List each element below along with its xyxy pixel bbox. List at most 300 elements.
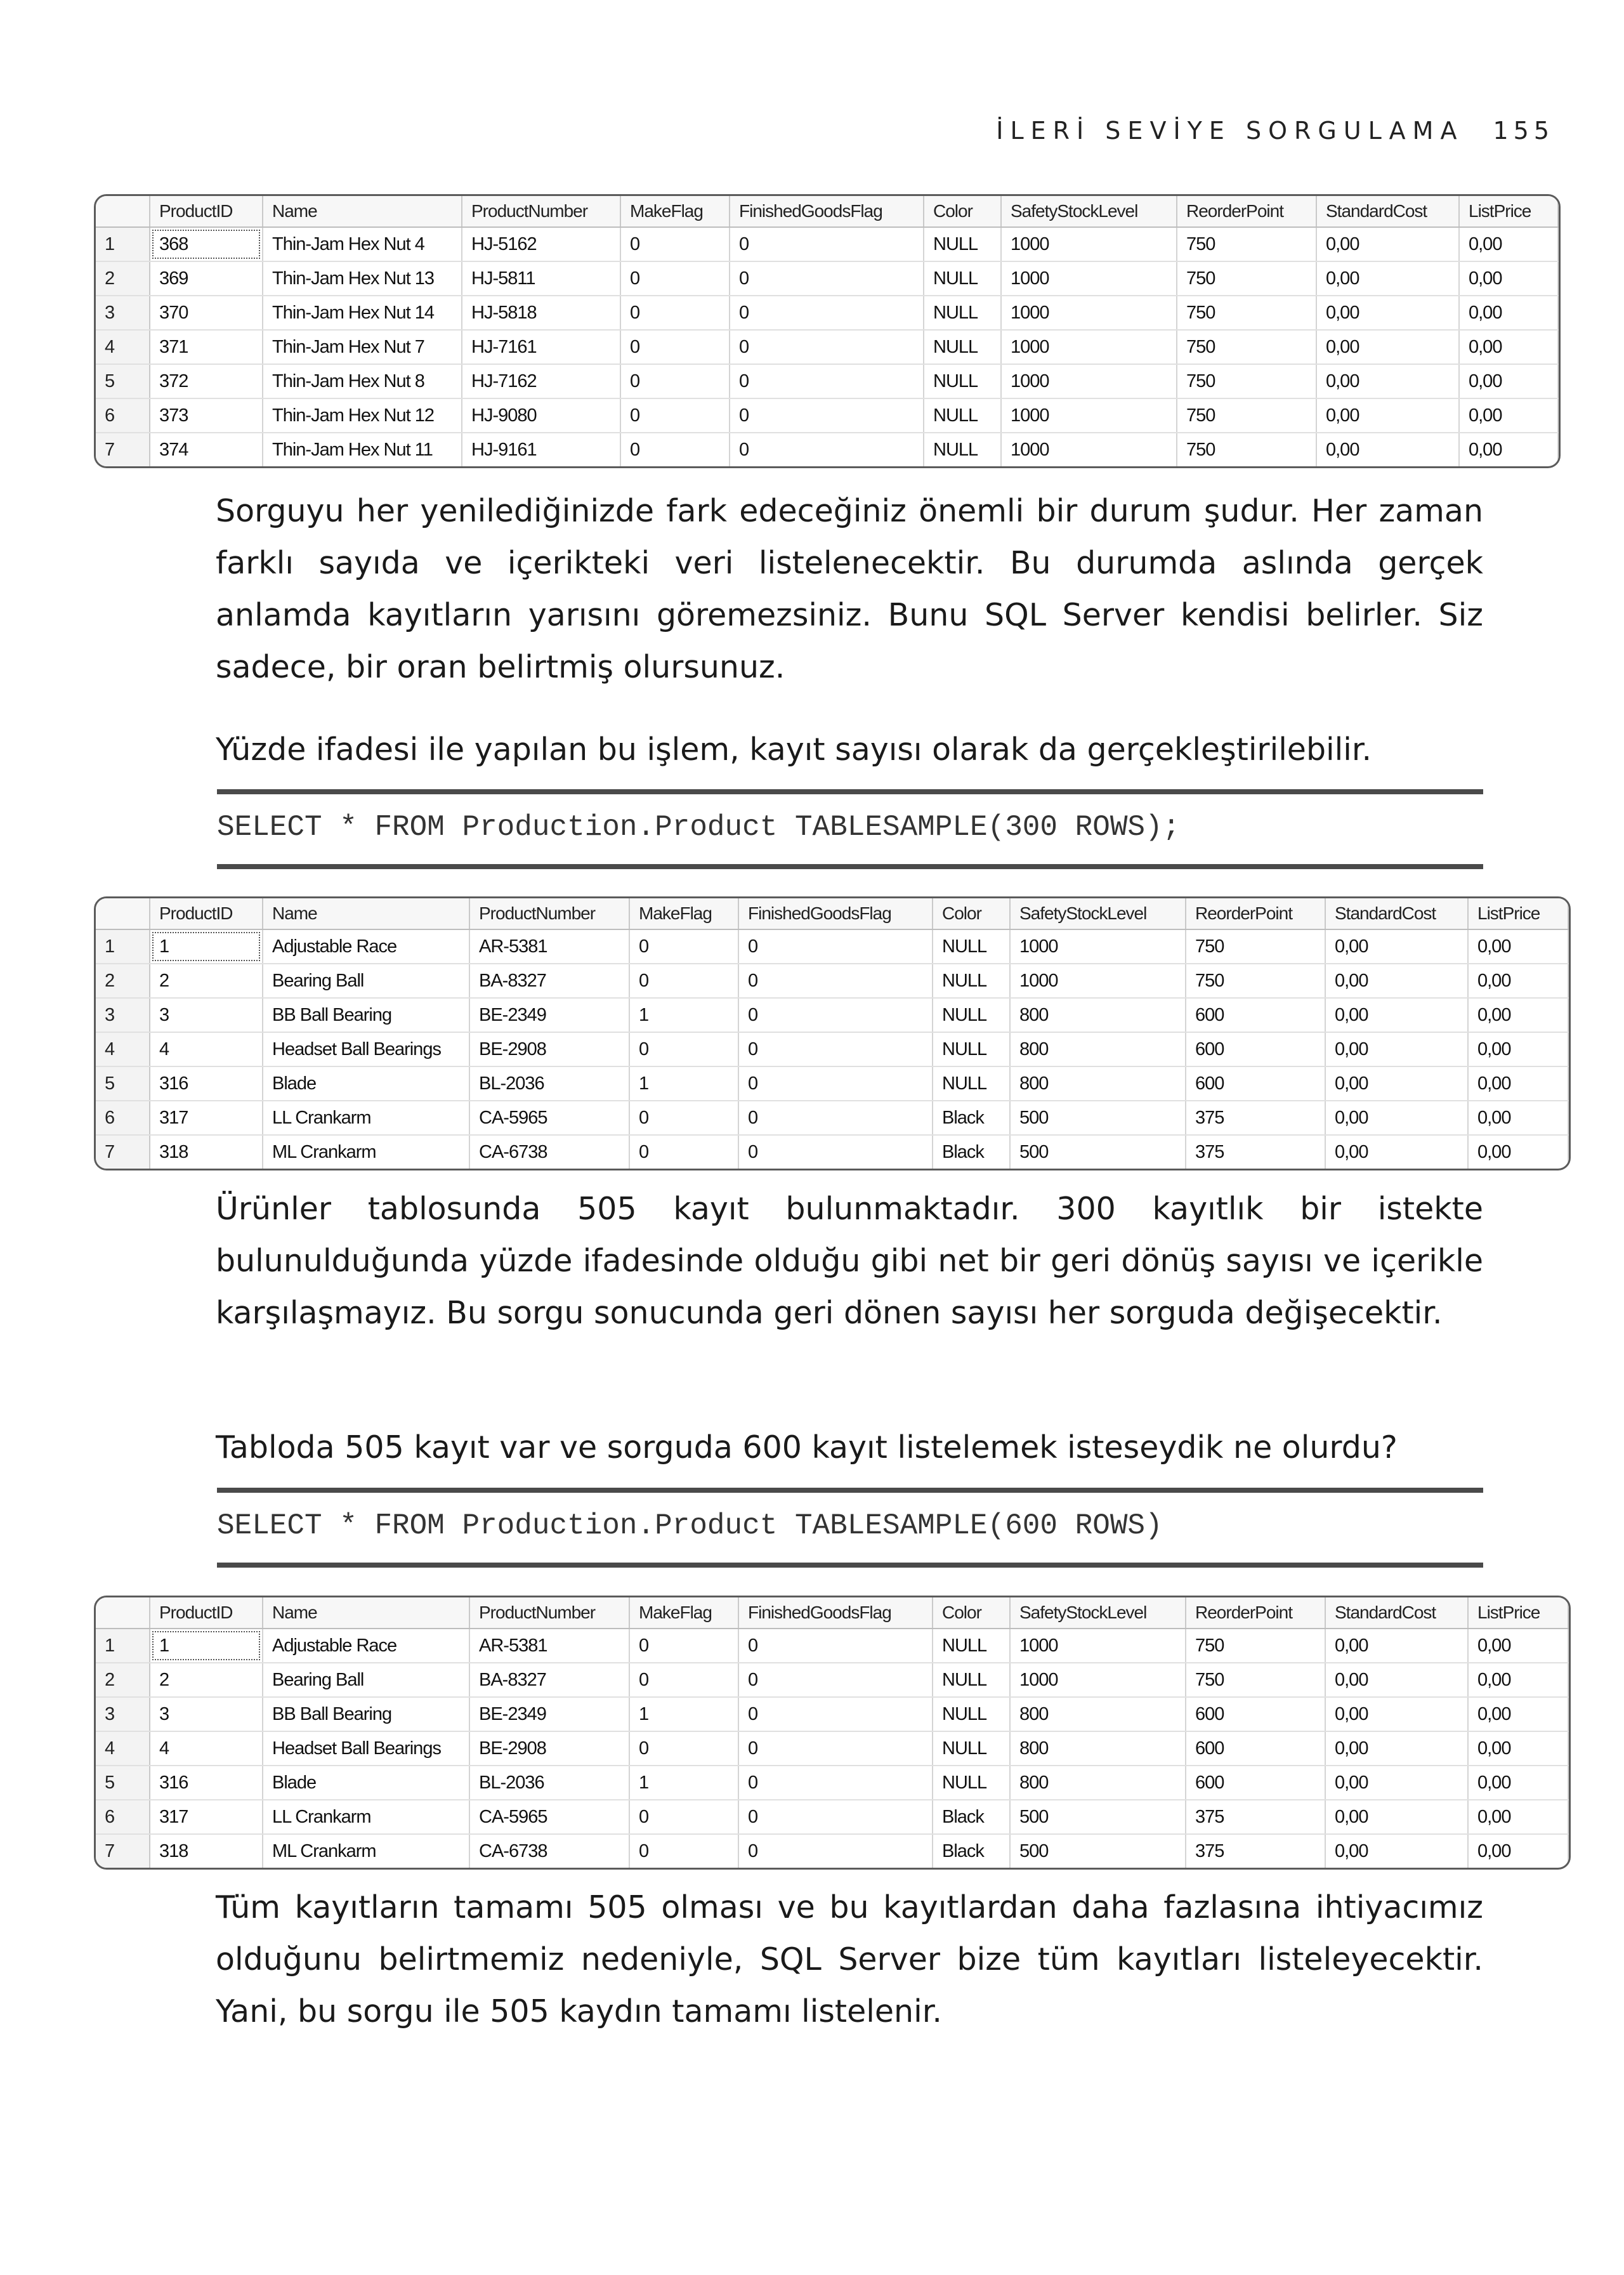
table-cell[interactable]: 0 xyxy=(730,433,924,466)
table-cell[interactable]: 0,00 xyxy=(1468,1629,1568,1663)
table-row[interactable] xyxy=(96,1135,1568,1169)
table-row[interactable] xyxy=(96,1766,1568,1800)
table-cell[interactable]: 600 xyxy=(1186,1697,1325,1731)
table-cell[interactable]: BE-2349 xyxy=(469,1697,629,1731)
column-header[interactable]: MakeFlag xyxy=(629,1597,738,1629)
column-header[interactable]: ProductID xyxy=(150,1597,263,1629)
body-paragraph: Ürünler tablosunda 505 kayıt bulunmaktadır. 300 kayıtlık bir istekte bulunulduğunda yüzde ifadesinde olduğu gibi net bir geri dönüş sayısı ve içerikle karşılaşmayız. Bu sorgu sonucunda geri dönen sayısı her sorguda değişecektir. xyxy=(216,1191,1483,1331)
table-cell[interactable]: 750 xyxy=(1177,398,1316,433)
row-number[interactable]: 3 xyxy=(96,998,150,1032)
table-cell[interactable]: BB Ball Bearing xyxy=(263,1697,469,1731)
table-row[interactable] xyxy=(96,398,1558,433)
table-cell[interactable]: 0 xyxy=(730,227,924,261)
table-cell[interactable]: HJ-9161 xyxy=(462,433,620,466)
table-cell[interactable]: Thin-Jam Hex Nut 8 xyxy=(263,364,462,398)
table-cell[interactable]: CA-6738 xyxy=(469,1135,629,1169)
table-cell[interactable]: 0 xyxy=(730,296,924,330)
table-cell[interactable]: 1000 xyxy=(1001,227,1177,261)
table-cell[interactable]: 1 xyxy=(629,1697,738,1731)
table-row[interactable] xyxy=(96,364,1558,398)
table-cell[interactable]: 800 xyxy=(1010,1032,1186,1066)
table-row[interactable] xyxy=(96,1101,1568,1135)
row-number[interactable]: 7 xyxy=(96,433,150,466)
table-cell[interactable]: 0 xyxy=(738,1663,933,1697)
table-cell[interactable]: 316 xyxy=(150,1066,263,1101)
table-cell[interactable]: 0 xyxy=(629,1834,738,1868)
column-header[interactable]: StandardCost xyxy=(1316,196,1459,227)
row-number[interactable]: 5 xyxy=(96,1766,150,1800)
table-cell[interactable]: 374 xyxy=(150,433,263,466)
row-number[interactable]: 7 xyxy=(96,1135,150,1169)
table-cell[interactable]: 0,00 xyxy=(1325,1731,1468,1766)
table-cell[interactable]: 0 xyxy=(738,1800,933,1834)
table-cell[interactable]: 3 xyxy=(150,1697,263,1731)
table-cell[interactable]: Thin-Jam Hex Nut 7 xyxy=(263,330,462,364)
row-number[interactable]: 5 xyxy=(96,364,150,398)
table-cell[interactable]: 0,00 xyxy=(1325,964,1468,998)
table-cell[interactable]: 0 xyxy=(738,1731,933,1766)
row-number[interactable]: 4 xyxy=(96,1032,150,1066)
table-cell[interactable]: 0 xyxy=(629,1731,738,1766)
column-header[interactable]: ReorderPoint xyxy=(1186,1597,1325,1629)
table-cell[interactable]: 1000 xyxy=(1010,929,1186,964)
table-cell[interactable]: BE-2349 xyxy=(469,998,629,1032)
table-cell[interactable]: 0,00 xyxy=(1316,433,1459,466)
table-cell[interactable]: 0,00 xyxy=(1459,398,1558,433)
table-cell[interactable]: 600 xyxy=(1186,1731,1325,1766)
table-cell[interactable]: 1000 xyxy=(1001,364,1177,398)
table-cell[interactable]: 0 xyxy=(730,330,924,364)
table-cell[interactable]: 1 xyxy=(629,1066,738,1101)
column-header[interactable]: Name xyxy=(263,898,469,929)
table-cell[interactable]: 0,00 xyxy=(1459,261,1558,296)
table-cell[interactable]: 0,00 xyxy=(1316,330,1459,364)
table-cell[interactable]: 0,00 xyxy=(1468,998,1568,1032)
table-row[interactable] xyxy=(96,1731,1568,1766)
table-cell[interactable]: 375 xyxy=(1186,1101,1325,1135)
table-cell[interactable]: Headset Ball Bearings xyxy=(263,1032,469,1066)
table-cell[interactable]: 800 xyxy=(1010,998,1186,1032)
table-cell[interactable]: LL Crankarm xyxy=(263,1101,469,1135)
table-cell[interactable]: Thin-Jam Hex Nut 13 xyxy=(263,261,462,296)
result-grid-1[interactable] xyxy=(94,194,1561,468)
table-cell[interactable]: Blade xyxy=(263,1066,469,1101)
row-number-header[interactable] xyxy=(96,196,150,227)
table-cell[interactable]: 750 xyxy=(1177,330,1316,364)
table-cell[interactable]: BE-2908 xyxy=(469,1731,629,1766)
table-cell[interactable]: 0,00 xyxy=(1325,1066,1468,1101)
table-cell[interactable]: 750 xyxy=(1186,1629,1325,1663)
table-cell[interactable]: NULL xyxy=(924,227,1001,261)
table-cell[interactable]: 0 xyxy=(730,364,924,398)
column-header[interactable]: StandardCost xyxy=(1325,898,1468,929)
table-cell[interactable]: 0 xyxy=(629,1101,738,1135)
table-cell[interactable]: 0 xyxy=(738,1135,933,1169)
table-row[interactable] xyxy=(96,296,1558,330)
table-cell[interactable]: NULL xyxy=(933,1066,1010,1101)
row-number[interactable]: 1 xyxy=(96,227,150,261)
table-cell[interactable]: NULL xyxy=(933,1629,1010,1663)
table-cell[interactable]: 0 xyxy=(629,964,738,998)
table-cell[interactable]: 375 xyxy=(1186,1834,1325,1868)
table-cell[interactable]: 500 xyxy=(1010,1101,1186,1135)
table-cell[interactable]: 800 xyxy=(1010,1697,1186,1731)
table-cell[interactable]: 0,00 xyxy=(1459,433,1558,466)
table-row[interactable] xyxy=(96,1663,1568,1697)
table-cell[interactable]: 318 xyxy=(150,1834,263,1868)
table-cell[interactable]: 0 xyxy=(738,998,933,1032)
column-header[interactable]: ProductID xyxy=(150,196,263,227)
table-cell[interactable]: 0 xyxy=(629,1629,738,1663)
table-row[interactable] xyxy=(96,1066,1568,1101)
row-number-header[interactable] xyxy=(96,898,150,929)
running-head xyxy=(761,112,1554,150)
table-row[interactable] xyxy=(96,1697,1568,1731)
table-cell[interactable]: 0,00 xyxy=(1325,1800,1468,1834)
table-cell[interactable]: CA-6738 xyxy=(469,1834,629,1868)
row-number[interactable]: 4 xyxy=(96,330,150,364)
table-cell[interactable]: 1000 xyxy=(1001,330,1177,364)
table-row[interactable] xyxy=(96,964,1568,998)
table-cell[interactable]: 0,00 xyxy=(1459,227,1558,261)
table-cell[interactable]: 316 xyxy=(150,1766,263,1800)
table-cell[interactable]: 0,00 xyxy=(1468,1697,1568,1731)
table-cell[interactable]: NULL xyxy=(933,964,1010,998)
table-cell[interactable]: 3 xyxy=(150,998,263,1032)
table-cell[interactable]: 800 xyxy=(1010,1731,1186,1766)
table-body xyxy=(96,929,1568,1169)
table-cell[interactable]: 0,00 xyxy=(1468,964,1568,998)
table-row[interactable] xyxy=(96,1032,1568,1066)
table-cell[interactable]: 0,00 xyxy=(1325,1135,1468,1169)
table-cell[interactable]: 317 xyxy=(150,1101,263,1135)
table-row[interactable] xyxy=(96,1834,1568,1868)
row-number[interactable]: 3 xyxy=(96,296,150,330)
table-cell[interactable]: 0 xyxy=(620,261,730,296)
table-cell[interactable]: 0 xyxy=(629,929,738,964)
table-cell[interactable]: 0,00 xyxy=(1468,1032,1568,1066)
table-cell[interactable]: 0 xyxy=(629,1800,738,1834)
table-cell[interactable]: HJ-5811 xyxy=(462,261,620,296)
table-cell[interactable]: HJ-9080 xyxy=(462,398,620,433)
column-header[interactable]: ReorderPoint xyxy=(1177,196,1316,227)
table-cell[interactable]: 750 xyxy=(1177,261,1316,296)
table-cell[interactable]: 0,00 xyxy=(1468,1800,1568,1834)
table-cell[interactable]: Thin-Jam Hex Nut 11 xyxy=(263,433,462,466)
table-cell[interactable]: 370 xyxy=(150,296,263,330)
row-number[interactable]: 6 xyxy=(96,398,150,433)
table-cell[interactable]: 0 xyxy=(738,1629,933,1663)
column-header[interactable]: Name xyxy=(263,196,462,227)
table-cell[interactable]: Black xyxy=(933,1800,1010,1834)
table-cell[interactable]: 1000 xyxy=(1010,1663,1186,1697)
table-cell[interactable]: 750 xyxy=(1177,296,1316,330)
result-grid-2[interactable] xyxy=(94,896,1571,1170)
table-cell[interactable]: 0,00 xyxy=(1325,1663,1468,1697)
column-header[interactable]: SafetyStockLevel xyxy=(1010,898,1186,929)
table-cell[interactable]: Blade xyxy=(263,1766,469,1800)
table-cell[interactable]: 0 xyxy=(738,929,933,964)
table-cell[interactable]: 750 xyxy=(1186,1663,1325,1697)
table-cell[interactable]: 0 xyxy=(629,1135,738,1169)
table-cell[interactable]: 0,00 xyxy=(1316,364,1459,398)
row-number[interactable]: 6 xyxy=(96,1800,150,1834)
table-cell[interactable]: 1 xyxy=(150,929,263,964)
row-number[interactable]: 4 xyxy=(96,1731,150,1766)
table-cell[interactable]: NULL xyxy=(933,1766,1010,1800)
table-cell[interactable]: 1000 xyxy=(1010,964,1186,998)
row-number[interactable]: 1 xyxy=(96,929,150,964)
table-cell[interactable]: 0,00 xyxy=(1325,1834,1468,1868)
table-cell[interactable]: 1000 xyxy=(1001,398,1177,433)
table-body xyxy=(96,227,1558,466)
table-cell[interactable]: 0,00 xyxy=(1468,1731,1568,1766)
table-cell[interactable]: 0,00 xyxy=(1459,330,1558,364)
table-cell[interactable]: 0 xyxy=(738,1834,933,1868)
table-cell[interactable]: 0 xyxy=(730,261,924,296)
table-cell[interactable]: 600 xyxy=(1186,1766,1325,1800)
table-cell[interactable]: 0 xyxy=(629,1663,738,1697)
row-number[interactable]: 1 xyxy=(96,1629,150,1663)
table-cell[interactable]: Bearing Ball xyxy=(263,1663,469,1697)
table-cell[interactable]: NULL xyxy=(924,433,1001,466)
column-header[interactable]: SafetyStockLevel xyxy=(1010,1597,1186,1629)
header-row xyxy=(96,898,1568,929)
table-cell[interactable]: 371 xyxy=(150,330,263,364)
table-cell[interactable]: HJ-7161 xyxy=(462,330,620,364)
table-cell[interactable]: 1000 xyxy=(1010,1629,1186,1663)
column-header[interactable]: FinishedGoodsFlag xyxy=(738,1597,933,1629)
table-cell[interactable]: ML Crankarm xyxy=(263,1834,469,1868)
table-cell[interactable]: Black xyxy=(933,1834,1010,1868)
row-number[interactable]: 2 xyxy=(96,1663,150,1697)
table-cell[interactable]: BA-8327 xyxy=(469,964,629,998)
table-cell[interactable]: 368 xyxy=(150,227,263,261)
table-cell[interactable]: CA-5965 xyxy=(469,1101,629,1135)
table-cell[interactable]: 600 xyxy=(1186,1066,1325,1101)
table-cell[interactable]: 0,00 xyxy=(1316,296,1459,330)
table-cell[interactable]: 0 xyxy=(738,1697,933,1731)
table-cell[interactable]: 500 xyxy=(1010,1800,1186,1834)
table-cell[interactable]: 2 xyxy=(150,1663,263,1697)
column-header[interactable]: Color xyxy=(924,196,1001,227)
table-cell[interactable]: 0 xyxy=(620,330,730,364)
table-cell[interactable]: 372 xyxy=(150,364,263,398)
table-cell[interactable]: 369 xyxy=(150,261,263,296)
table-row[interactable] xyxy=(96,998,1568,1032)
column-header[interactable]: Name xyxy=(263,1597,469,1629)
table-cell[interactable]: CA-5965 xyxy=(469,1800,629,1834)
table-cell[interactable]: 0,00 xyxy=(1468,1834,1568,1868)
body-paragraph: Yüzde ifadesi ile yapılan bu işlem, kayıt sayısı olarak da gerçekleştirilebilir. xyxy=(216,731,1372,768)
table-cell[interactable]: 1 xyxy=(629,1766,738,1800)
column-header[interactable]: FinishedGoodsFlag xyxy=(730,196,924,227)
table-cell[interactable]: 2 xyxy=(150,964,263,998)
table-cell[interactable]: 0 xyxy=(620,398,730,433)
table-cell[interactable]: 800 xyxy=(1010,1066,1186,1101)
table-cell[interactable]: Bearing Ball xyxy=(263,964,469,998)
result-table xyxy=(96,196,1559,466)
table-cell[interactable]: 4 xyxy=(150,1032,263,1066)
table-cell[interactable]: 0,00 xyxy=(1325,1629,1468,1663)
table-cell[interactable]: 1000 xyxy=(1001,261,1177,296)
table-cell[interactable]: 750 xyxy=(1177,227,1316,261)
sql-code: SELECT * FROM Production.Product TABLESAMPLE(600 ROWS) xyxy=(217,1509,1163,1542)
table-cell[interactable]: 317 xyxy=(150,1800,263,1834)
column-header[interactable]: SafetyStockLevel xyxy=(1001,196,1177,227)
table-cell[interactable]: 0,00 xyxy=(1325,929,1468,964)
table-row[interactable] xyxy=(96,929,1568,964)
table-cell[interactable]: Thin-Jam Hex Nut 14 xyxy=(263,296,462,330)
table-cell[interactable]: ML Crankarm xyxy=(263,1135,469,1169)
table-cell[interactable]: HJ-5818 xyxy=(462,296,620,330)
table-cell[interactable]: 1000 xyxy=(1001,433,1177,466)
table-cell[interactable]: AR-5381 xyxy=(469,929,629,964)
table-row[interactable] xyxy=(96,433,1558,466)
column-header[interactable]: ListPrice xyxy=(1468,1597,1568,1629)
column-header[interactable]: Color xyxy=(933,1597,1010,1629)
table-cell[interactable]: 500 xyxy=(1010,1834,1186,1868)
column-header[interactable]: Color xyxy=(933,898,1010,929)
row-number[interactable]: 5 xyxy=(96,1066,150,1101)
column-header[interactable]: FinishedGoodsFlag xyxy=(738,898,933,929)
table-cell[interactable]: 0 xyxy=(620,296,730,330)
table-cell[interactable]: Black xyxy=(933,1135,1010,1169)
column-header[interactable]: ReorderPoint xyxy=(1186,898,1325,929)
table-cell[interactable]: Adjustable Race xyxy=(263,929,469,964)
table-cell[interactable]: Adjustable Race xyxy=(263,1629,469,1663)
table-cell[interactable]: 0 xyxy=(620,364,730,398)
table-cell[interactable]: Headset Ball Bearings xyxy=(263,1731,469,1766)
table-cell[interactable]: 0 xyxy=(629,1032,738,1066)
table-cell[interactable]: 0,00 xyxy=(1325,998,1468,1032)
row-number-header[interactable] xyxy=(96,1597,150,1629)
table-cell[interactable]: 0 xyxy=(730,398,924,433)
table-cell[interactable]: 0,00 xyxy=(1325,1766,1468,1800)
table-cell[interactable]: BA-8327 xyxy=(469,1663,629,1697)
column-header[interactable]: ProductNumber xyxy=(469,1597,629,1629)
table-cell[interactable]: 0 xyxy=(738,964,933,998)
table-row[interactable] xyxy=(96,261,1558,296)
result-table xyxy=(96,898,1569,1169)
sql-code: SELECT * FROM Production.Product TABLESAMPLE(300 ROWS); xyxy=(217,811,1181,844)
table-cell[interactable]: AR-5381 xyxy=(469,1629,629,1663)
table-cell[interactable]: 0,00 xyxy=(1468,1135,1568,1169)
table-cell[interactable]: 1 xyxy=(150,1629,263,1663)
column-header[interactable]: ProductNumber xyxy=(462,196,620,227)
table-cell[interactable]: 0,00 xyxy=(1325,1101,1468,1135)
table-row[interactable] xyxy=(96,330,1558,364)
table-cell[interactable]: 1 xyxy=(629,998,738,1032)
table-cell[interactable]: 500 xyxy=(1010,1135,1186,1169)
table-cell[interactable]: 373 xyxy=(150,398,263,433)
table-cell[interactable]: 318 xyxy=(150,1135,263,1169)
table-row[interactable] xyxy=(96,1629,1568,1663)
table-row[interactable] xyxy=(96,227,1558,261)
table-cell[interactable]: NULL xyxy=(933,929,1010,964)
column-header[interactable]: ProductID xyxy=(150,898,263,929)
table-cell[interactable]: NULL xyxy=(924,364,1001,398)
table-cell[interactable]: BE-2908 xyxy=(469,1032,629,1066)
table-cell[interactable]: 600 xyxy=(1186,1032,1325,1066)
table-cell[interactable]: NULL xyxy=(933,1663,1010,1697)
table-cell[interactable]: 375 xyxy=(1186,1135,1325,1169)
table-cell[interactable]: NULL xyxy=(933,998,1010,1032)
table-cell[interactable]: 0,00 xyxy=(1468,1663,1568,1697)
body-paragraph: Tabloda 505 kayıt var ve sorguda 600 kayıt listelemek isteseydik ne olurdu? xyxy=(216,1429,1398,1465)
row-number[interactable]: 6 xyxy=(96,1101,150,1135)
table-cell[interactable]: LL Crankarm xyxy=(263,1800,469,1834)
table-row[interactable] xyxy=(96,1800,1568,1834)
table-cell[interactable]: Thin-Jam Hex Nut 12 xyxy=(263,398,462,433)
table-cell[interactable]: 0,00 xyxy=(1316,261,1459,296)
table-cell[interactable]: 0 xyxy=(738,1101,933,1135)
column-header[interactable]: MakeFlag xyxy=(629,898,738,929)
table-cell[interactable]: 0,00 xyxy=(1468,929,1568,964)
column-header[interactable]: MakeFlag xyxy=(620,196,730,227)
row-number[interactable]: 2 xyxy=(96,964,150,998)
table-cell[interactable]: HJ-7162 xyxy=(462,364,620,398)
table-cell[interactable]: NULL xyxy=(933,1697,1010,1731)
table-cell[interactable]: NULL xyxy=(924,398,1001,433)
table-cell[interactable]: 0 xyxy=(738,1032,933,1066)
table-cell[interactable]: NULL xyxy=(924,330,1001,364)
table-cell[interactable]: 0,00 xyxy=(1468,1066,1568,1101)
table-cell[interactable]: 375 xyxy=(1186,1800,1325,1834)
table-cell[interactable]: 0,00 xyxy=(1459,296,1558,330)
table-cell[interactable]: HJ-5162 xyxy=(462,227,620,261)
column-header[interactable]: ListPrice xyxy=(1468,898,1568,929)
table-cell[interactable]: 0 xyxy=(620,433,730,466)
column-header[interactable]: ListPrice xyxy=(1459,196,1558,227)
table-cell[interactable]: BL-2036 xyxy=(469,1766,629,1800)
result-grid-3[interactable] xyxy=(94,1596,1571,1870)
table-cell[interactable]: NULL xyxy=(933,1731,1010,1766)
table-cell[interactable]: 0,00 xyxy=(1459,364,1558,398)
table-cell[interactable]: 750 xyxy=(1186,964,1325,998)
row-number[interactable]: 2 xyxy=(96,261,150,296)
column-header[interactable]: StandardCost xyxy=(1325,1597,1468,1629)
table-cell[interactable]: 0,00 xyxy=(1316,227,1459,261)
table-cell[interactable]: NULL xyxy=(933,1032,1010,1066)
header-row xyxy=(96,196,1558,227)
table-cell[interactable]: BL-2036 xyxy=(469,1066,629,1101)
row-number[interactable]: 7 xyxy=(96,1834,150,1868)
table-cell[interactable]: 0 xyxy=(620,227,730,261)
column-header[interactable]: ProductNumber xyxy=(469,898,629,929)
table-cell[interactable]: NULL xyxy=(924,296,1001,330)
row-number[interactable]: 3 xyxy=(96,1697,150,1731)
table-cell[interactable]: 0,00 xyxy=(1316,398,1459,433)
table-cell[interactable]: 0,00 xyxy=(1325,1697,1468,1731)
table-cell[interactable]: Black xyxy=(933,1101,1010,1135)
table-cell[interactable]: 0,00 xyxy=(1468,1766,1568,1800)
table-cell[interactable]: 750 xyxy=(1177,433,1316,466)
table-cell[interactable]: 0,00 xyxy=(1325,1032,1468,1066)
table-cell[interactable]: 750 xyxy=(1186,929,1325,964)
table-cell[interactable]: 1000 xyxy=(1001,296,1177,330)
table-cell[interactable]: 600 xyxy=(1186,998,1325,1032)
table-cell[interactable]: 800 xyxy=(1010,1766,1186,1800)
table-cell[interactable]: 4 xyxy=(150,1731,263,1766)
table-cell[interactable]: Thin-Jam Hex Nut 4 xyxy=(263,227,462,261)
table-cell[interactable]: 750 xyxy=(1177,364,1316,398)
table-cell[interactable]: NULL xyxy=(924,261,1001,296)
table-cell[interactable]: 0,00 xyxy=(1468,1101,1568,1135)
table-cell[interactable]: 0 xyxy=(738,1766,933,1800)
table-cell[interactable]: BB Ball Bearing xyxy=(263,998,469,1032)
table-cell[interactable]: 0 xyxy=(738,1066,933,1101)
